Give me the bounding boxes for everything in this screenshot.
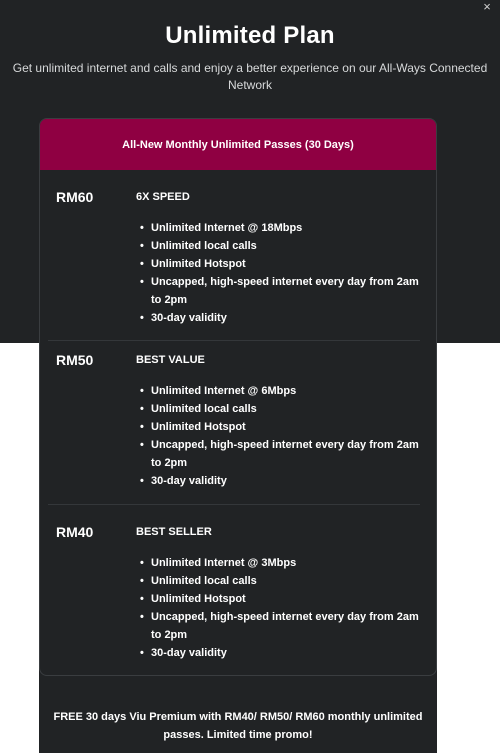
- plan-feature: • Unlimited Hotspot: [139, 255, 419, 273]
- plan-feature: • 30-day validity: [139, 472, 419, 490]
- plan-price: RM50: [56, 352, 94, 368]
- plan-panel: [39, 118, 437, 753]
- page-subtitle: Get unlimited internet and calls and enjoy a better experience on our All-Ways Connected Network: [12, 61, 488, 92]
- plan-feature-list: [139, 554, 419, 662]
- plan-feature: • Unlimited Internet @ 18Mbps: [139, 219, 419, 237]
- plan-feature: • Unlimited local calls: [139, 400, 419, 418]
- plan-feature: • Unlimited Internet @ 3Mbps: [139, 554, 419, 572]
- close-icon[interactable]: ×: [483, 0, 491, 14]
- plan-feature: • Uncapped, high-speed internet every day from 2am to 2pm: [139, 273, 419, 309]
- plan-tag: BEST SELLER: [136, 526, 212, 538]
- plan-feature: • Unlimited Internet @ 6Mbps: [139, 382, 419, 400]
- plans-card: [39, 118, 437, 676]
- plan-feature: • 30-day validity: [139, 309, 419, 327]
- plan-feature: • Uncapped, high-speed internet every day from 2am to 2pm: [139, 608, 419, 644]
- plan-tag: BEST VALUE: [136, 354, 205, 366]
- plan-tag: 6X SPEED: [136, 191, 190, 203]
- plan-price: RM40: [56, 524, 94, 540]
- plan-feature-list: [139, 382, 419, 490]
- plan-feature: • Unlimited local calls: [139, 572, 419, 590]
- plan-feature: • Uncapped, high-speed internet every day from 2am to 2pm: [139, 436, 419, 472]
- promo-text: FREE 30 days Viu Premium with RM40/ RM50/ RM60 monthly unlimited passes. Limited time promo!: [53, 711, 423, 741]
- plan-feature: • 30-day validity: [139, 644, 419, 662]
- page-title: Unlimited Plan: [165, 22, 335, 49]
- plan-divider: [48, 340, 420, 341]
- plan-feature-list: [139, 219, 419, 327]
- card-header: All-New Monthly Unlimited Passes (30 Days): [40, 119, 436, 170]
- plan-divider: [48, 504, 420, 505]
- plan-feature: • Unlimited Hotspot: [139, 418, 419, 436]
- plan-feature: • Unlimited Hotspot: [139, 590, 419, 608]
- plan-price: RM60: [56, 189, 94, 205]
- plan-feature: • Unlimited local calls: [139, 237, 419, 255]
